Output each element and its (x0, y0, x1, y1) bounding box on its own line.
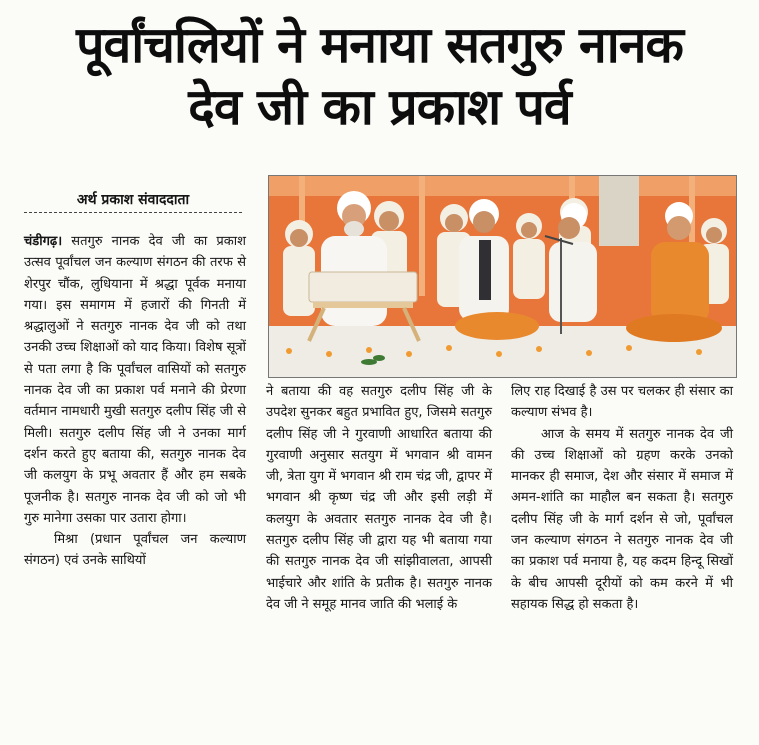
headline-line-2: देव जी का प्रकाश पर्व (188, 78, 571, 136)
paragraph: आज के समय में सतगुरु नानक देव जी की उच्च शिक्षाओं को ग्रहण करके उनको मानकर ही समाज, देश और संसार में समाज में अमन-शांति का माहौल बन सकता है। सतगुरु दलीप सिंह जी के मार्ग दर्शन से जो, पूर्वांचल जन कल्याण संगठन ने सतगुरु नानक देव जी का प्रकाश पर्व मनाया है, यह कदम हिन्दू सिखों के बीच आपसी दूरीयों को कम करने में भी सहायक सिद्ध हो सकता है। (511, 426, 733, 612)
event-photo-image (269, 176, 736, 377)
article-column-2 (266, 381, 492, 615)
event-photo (268, 175, 737, 378)
paragraph: मिश्रा (प्रधान पूर्वांचल जन कल्याण संगठन) एवं उनके साथियों (24, 532, 246, 569)
paragraph (24, 231, 246, 529)
paragraph: ने बताया की वह सतगुरु दलीप सिंह जी के उपदेश सुनकर बहुत प्रभावित हुए, जिसमे सतगुरु दलीप सिंह जी ने गुरवाणी आधारित बताया की गुरवाणी अनुसार सतयुग में भगवान श्री वामन जी, त्रेता युग में भगवान श्री राम चंद्र जी, द्वापर में भगवान श्री कृष्ण चंद्र जी और इसी लड़ी में कलयुग के अवतार सतगुरु नानक देव जी है। सतगुरु दलीप सिंह जी द्वारा यह भी बताया गया की सतगुरु नानक देव जी सांझीवालता, आपसी भाईचारे और शांति के प्रतीक है। सतगुरु नानक देव जी ने समूह मानव जाति की भलाई के (266, 384, 492, 612)
paragraph: लिए राह दिखाई है उस पर चलकर ही संसार का कल्याण संभव है। (511, 384, 733, 421)
dateline: चंडीगढ़। (24, 234, 63, 249)
article-column-1 (24, 231, 246, 572)
byline: अर्थ प्रकाश संवाददाता (24, 190, 242, 213)
headline (0, 14, 759, 138)
paragraph-text: सतगुरु नानक देव जी का प्रकाश उत्सव पूर्वांचल जन कल्याण संगठन की तरफ से शेरपुर चौंक, लुधियाना में श्रद्धा पूर्वक मनाया गया। इस समागम में हजारों की गिनती में श्रद्धालुओं ने सतगुरु नानक देव जी को तथा उनकी उच्च शिक्षाओं को याद किया। विशेष सूत्रों से पता लगा है कि पूर्वांचल वासियों को सतगुरु नानक देव जी का प्रकाश पर्व मनाने की प्रेरणा वर्तमान नामधारी मुखी सतगुरु दलीप सिंह जी से मिली। सतगुरु दलीप सिंह जी ने उनका मार्ग दर्शन करते हुए बताया की, सतगुरु नानक देव जी कलयुग के प्रभू अवतार हैं और हम सबके पूजनीक है। सतगुरु नानक देव जी को जो भी गुरु मानेगा उसका पार उतारा होगा। (24, 234, 246, 526)
headline-line-1: पूर्वांचलियों ने मनाया सतगुरु नानक (76, 16, 683, 74)
article-column-3 (511, 381, 733, 615)
